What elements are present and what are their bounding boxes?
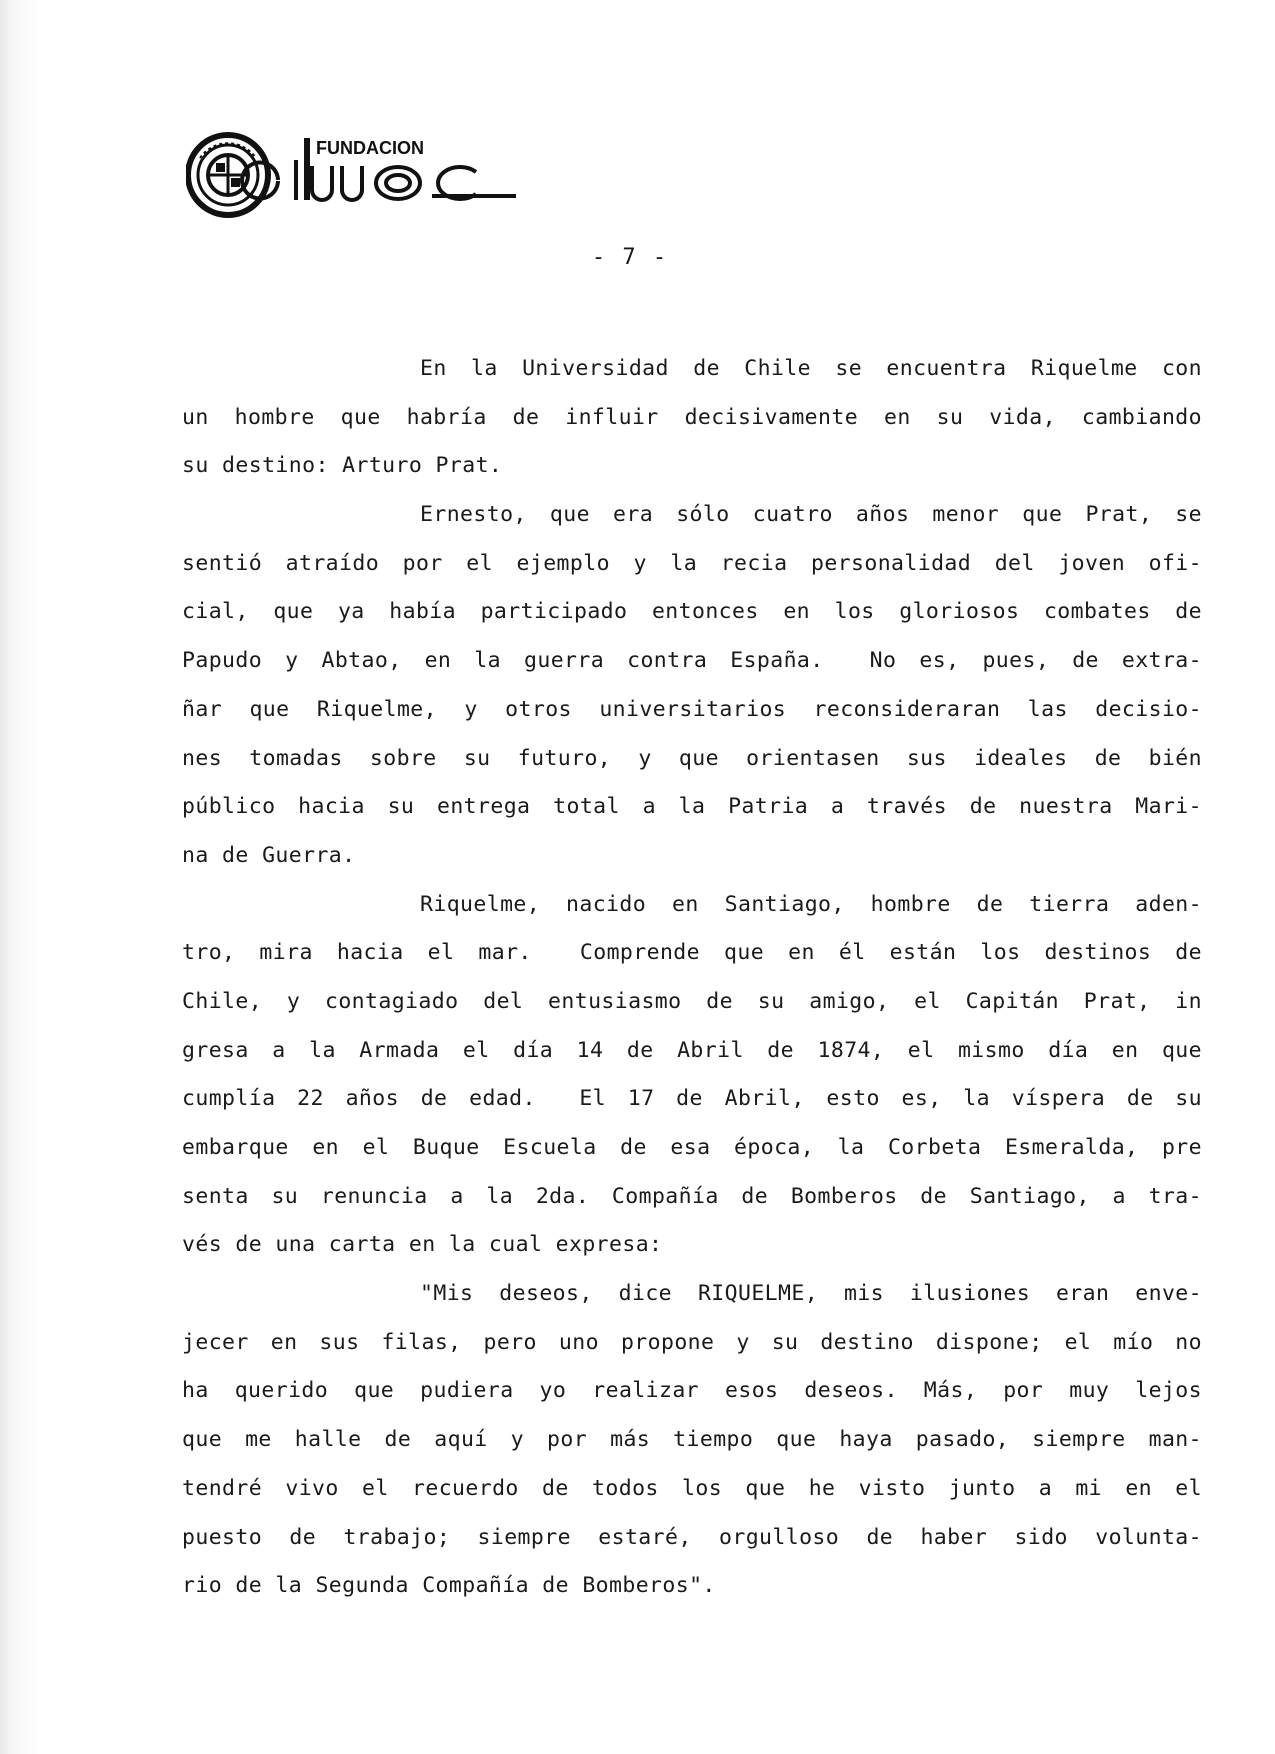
text-line: jecer en sus filas, pero uno propone y su destino dispone; el mío no [182,1329,1202,1355]
seal-icon [188,135,268,215]
text-line: ha querido que pudiera yo realizar esos deseos. Más, por muy lejos [182,1378,1202,1404]
text-line: público hacia su entrega total a la Patria a través de nuestra Mari- [182,794,1202,820]
text-line: tro, mira hacia el mar. Comprende que en él están los destinos de [182,940,1202,966]
text-line: na de Guerra. [182,842,356,868]
text-line: sentió atraído por el ejemplo y la recia personalidad del joven ofi- [182,550,1202,576]
text-line: nes tomadas sobre su futuro, y que orientasen sus ideales de bién [182,745,1202,771]
page-number: - 7 - [591,245,669,270]
text-line: embarque en el Buque Escuela de esa época, la Corbeta Esmeralda, pre [182,1135,1202,1160]
body-text [182,345,1202,1611]
svg-text:FUNDACION: FUNDACION [316,138,424,158]
text-line: gresa a la Armada el día 14 de Abril de 1874, el mismo día en que [182,1037,1202,1063]
text-line: rio de la Segunda Compañía de Bomberos". [182,1573,716,1599]
text-line: En la Universidad de Chile se encuentra Riquelme con [420,356,1202,381]
paragraph-2 [182,491,1202,881]
text-line: tendré vivo el recuerdo de todos los que he visto junto a mi en el [182,1475,1202,1501]
text-line: puesto de trabajo; siempre estaré, orgulloso de haber sido volunta- [182,1524,1202,1550]
paragraph-1 [182,345,1202,491]
text-line: cumplía 22 años de edad. El 17 de Abril, esto es, la víspera de su [182,1086,1202,1112]
text-line: senta su renuncia a la 2da. Compañía de Bomberos de Santiago, a tra- [182,1183,1202,1209]
text-line: su destino: Arturo Prat. [182,453,503,479]
text-line: "Mis deseos, dice RIQUELME, mis ilusiones eran enve- [420,1281,1202,1307]
text-line: Chile, y contagiado del entusiasmo de su amigo, el Capitán Prat, in [182,988,1202,1014]
text-line: ñar que Riquelme, y otros universitarios reconsideraran las decisio- [182,696,1202,722]
text-line: Papudo y Abtao, en la guerra contra España. No es, pues, de extra- [182,648,1202,674]
text-line: un hombre que habría de influir decisivamente en su vida, cambiando [182,404,1202,430]
text-line: Riquelme, nacido en Santiago, hombre de tierra aden- [420,891,1202,917]
text-line: vés de una carta en la cual expresa: [182,1232,663,1258]
fundacion-duoc-logo [186,130,536,220]
quote-paragraph [182,1270,1202,1611]
duoc-wordmark [242,160,516,200]
text-line: Ernesto, que era sólo cuatro años menor que Prat, se [420,502,1202,528]
text-line: que me halle de aquí y por más tiempo que haya pasado, siempre man- [182,1427,1202,1453]
text-line: cial, que ya había participado entonces en los gloriosos combates de [182,599,1202,625]
paragraph-3 [182,881,1202,1271]
